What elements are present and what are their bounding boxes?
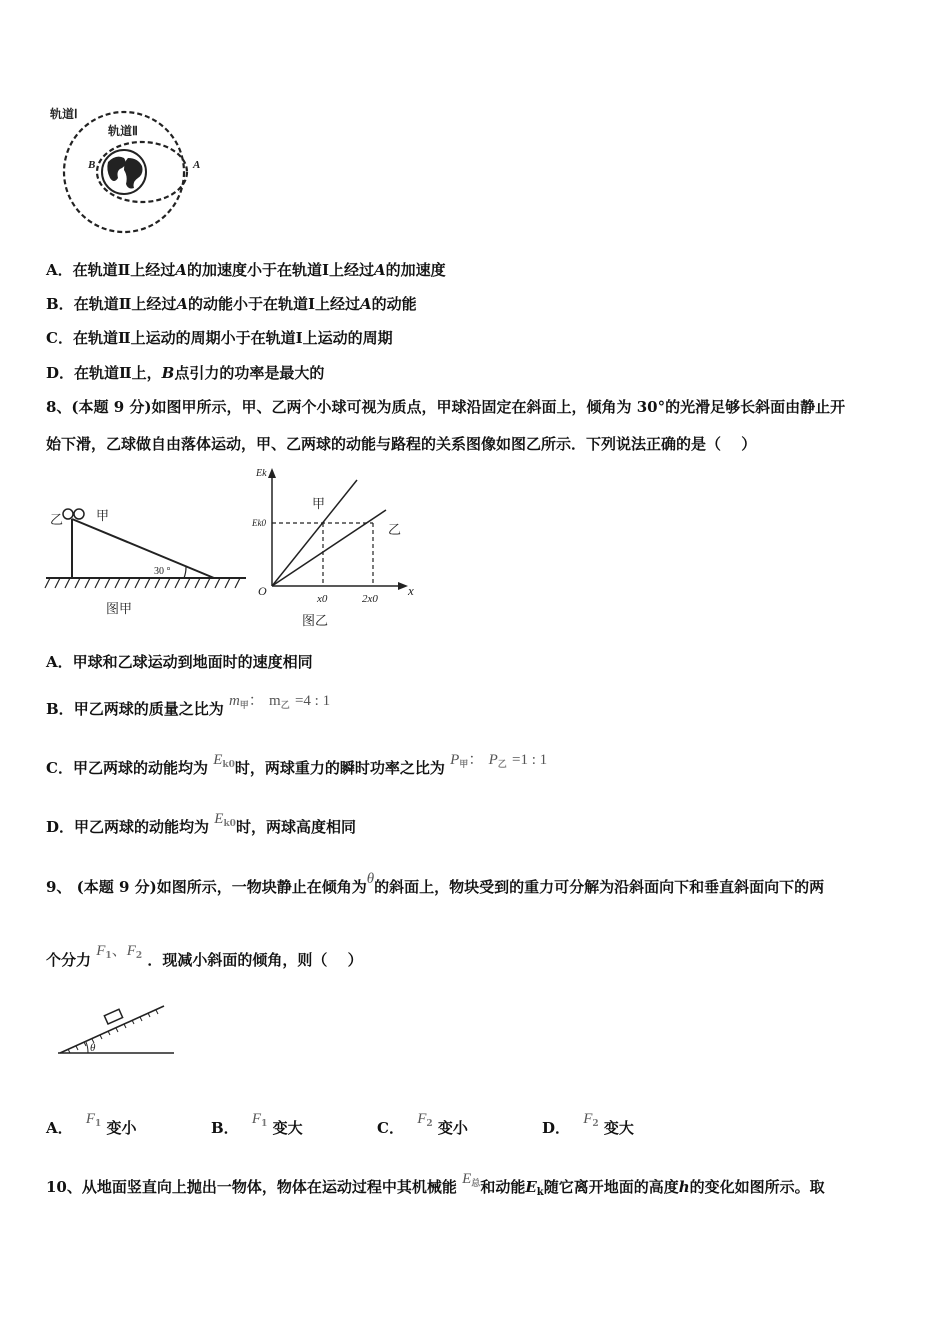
q8-option-c: C．甲乙两球的动能均为 $E_{k0}$时，两球重力的瞬时功率之比为 $P_甲$： $P_乙 =1$ : 1 <box>46 752 548 777</box>
angle-label: 30 ° <box>154 566 171 577</box>
theta-arc <box>86 1042 88 1053</box>
axis-x-label: x <box>408 583 414 598</box>
angle-arc <box>184 567 186 578</box>
q9-option-c: C． $F_2$ 变小 <box>377 1111 468 1137</box>
f2-formula-c: $F_2$ <box>417 1111 433 1129</box>
incline-figure <box>56 1000 178 1060</box>
axis-y-label: Ek <box>256 468 267 479</box>
q9-option-b: B． $F_1$ 变大 <box>211 1111 303 1137</box>
q9-stem-line1: 9、 (本题 9 分)如图所示，一物块静止在倾角为θ的斜面上，物块受到的重力可分解为沿斜面向下和垂直斜面向下的两 <box>46 871 825 896</box>
q7-option-c: C．在轨道Ⅱ上运动的周期小于在轨道Ⅰ上运动的周期 <box>46 329 393 347</box>
figure-yi <box>250 462 425 632</box>
ground-hatch <box>45 578 240 588</box>
ek0-formula-d: $E_{k0}$ <box>214 811 236 829</box>
line-yi <box>272 510 386 586</box>
q8-option-b: B．甲乙两球的质量之比为 $m_甲$： $m_乙 =4$ : 1 <box>46 693 331 718</box>
line-yi-label: 乙 <box>388 522 402 537</box>
f1-f2-formula: $F_1$、$F_2$ <box>96 943 143 961</box>
theta-symbol: θ <box>366 871 375 887</box>
point-b-label: B <box>88 159 96 171</box>
f1-formula-a: $F_1$ <box>85 1111 102 1129</box>
y-axis-arrow <box>268 468 276 478</box>
line-jia-label: 甲 <box>312 496 326 511</box>
figure-jia-caption: 图甲 <box>106 601 133 616</box>
tick-2x0-label: 2x0 <box>362 593 378 605</box>
orbit-figure <box>46 100 216 240</box>
q7-option-d: D．在轨道Ⅱ上，B点引力的功率是最大的 <box>46 364 325 382</box>
q9-stem-line2: 个分力 $F_1$、$F_2$ ．现减小斜面的倾角，则（ ） <box>46 943 363 969</box>
q7-option-b: B．在轨道Ⅱ上经过A的动能小于在轨道Ⅰ上经过A的动能 <box>46 295 417 313</box>
orbit-1-label: 轨道Ⅰ <box>50 107 78 121</box>
q7-option-a: A．在轨道Ⅱ上经过A的加速度小于在轨道Ⅰ上经过A的加速度 <box>46 261 446 279</box>
ball-jia <box>74 509 84 519</box>
orbit-2-label: 轨道Ⅱ <box>108 124 138 138</box>
tick-x0-label: x0 <box>317 593 328 605</box>
ek0-formula: $E_{k0}$ <box>213 752 235 770</box>
x-axis-arrow <box>398 582 408 590</box>
q8-stem-line1: 8、(本题 9 分)如图甲所示，甲、乙两个小球可视为质点，甲球沿固定在斜面上，倾角为 30°的光滑足够长斜面由静止开 <box>46 398 846 416</box>
f2-formula-d: $F_2$ <box>583 1111 599 1129</box>
power-ratio-formula: $P_甲$： $P_乙 =1$ : 1 <box>450 752 548 770</box>
q8-option-d: D．甲乙两球的动能均为 $E_{k0}$时，两球高度相同 <box>46 811 356 836</box>
figure-jia <box>44 500 250 625</box>
theta-label: θ <box>90 1042 96 1054</box>
f1-formula-b: $F_1$ <box>251 1111 268 1129</box>
e-total-formula: $E_总$ <box>462 1171 481 1189</box>
mass-ratio-formula: $m_甲$： $m_乙 =4$ : 1 <box>228 693 331 711</box>
earth-globe <box>102 150 146 194</box>
point-a-label: A <box>193 159 201 171</box>
q9-option-a: A． $F_1$ 变小 <box>46 1111 137 1137</box>
incline-line <box>72 519 214 578</box>
q8-option-a: A．甲球和乙球运动到地面时的速度相同 <box>46 653 313 671</box>
figure-yi-caption: 图乙 <box>302 613 329 628</box>
q9-option-d: D． $F_2$ 变大 <box>542 1111 634 1137</box>
ball-yi <box>63 509 73 519</box>
label-jia: 甲 <box>96 508 110 523</box>
origin-label: O <box>258 584 267 598</box>
q10-stem: 10、从地面竖直向上抛出一物体，物体在运动过程中其机械能 $E_总$和动能$E_k$随它离开地面的高度h的变化如图所示。取 <box>46 1171 825 1198</box>
ek0-label: Ek0 <box>252 518 266 528</box>
q8-stem-line2: 始下滑，乙球做自由落体运动，甲、乙两球的动能与路程的关系图像如图乙所示．下列说法正确的是（ ） <box>46 435 757 453</box>
block <box>104 1009 122 1024</box>
label-yi: 乙 <box>50 512 64 527</box>
